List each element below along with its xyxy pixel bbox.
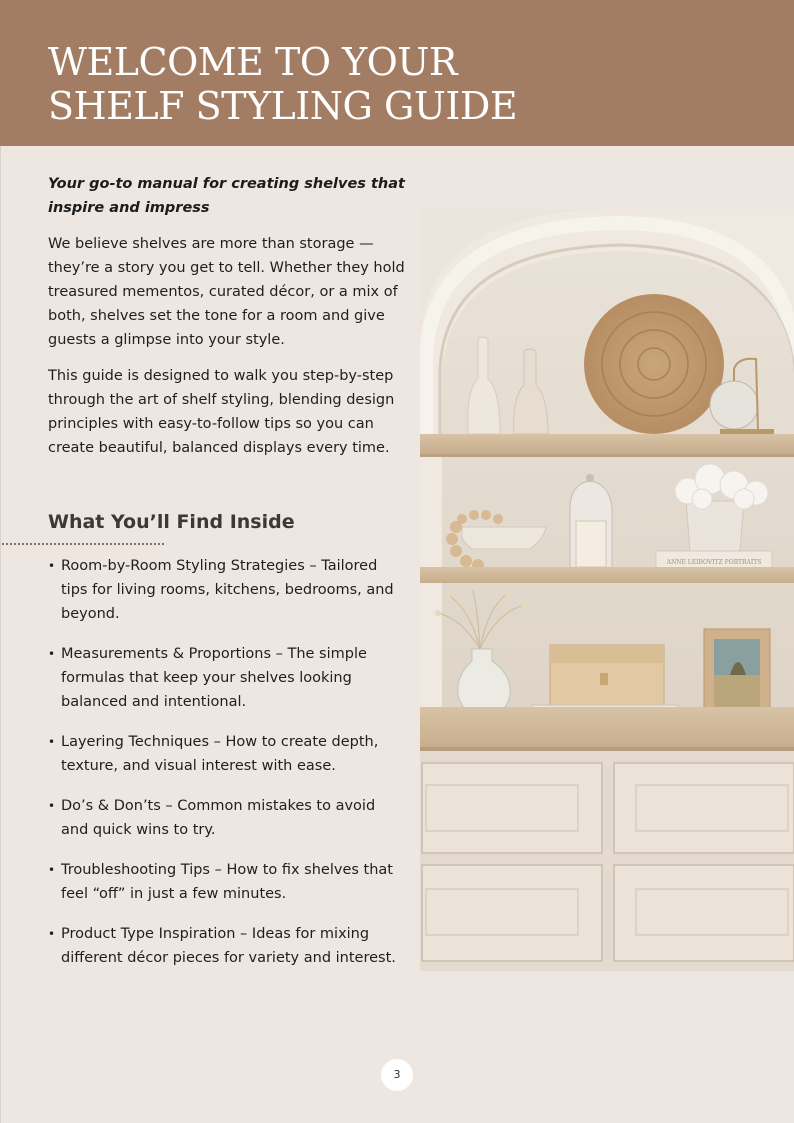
bullet-icon: • [48,799,56,813]
bullet-icon: • [48,647,56,661]
dotted-divider [2,543,164,545]
list-item [48,730,398,778]
list-item-text: Measurements & Proportions – The simple formulas that keep your shelves looking balanced and intentional. [61,646,367,710]
bullet-icon: • [48,927,56,941]
bullet-icon: • [48,863,56,877]
header-banner [0,0,794,146]
list-item-text: Layering Techniques – How to create depth, texture, and visual interest with ease. [61,734,379,774]
page-edge [0,146,1,1123]
list-item-text: Product Type Inspiration – Ideas for mixing different décor pieces for variety and interest. [61,926,396,966]
title-line-1: WELCOME TO YOUR [48,40,457,84]
list-item [48,922,398,970]
section-title: What You’ll Find Inside [48,511,295,533]
intro-paragraph-1: We believe shelves are more than storage — they’re a story you get to tell. Whether they hold treasured mementos, curated décor, or a mix of both, shelves set the tone for a room and give guests a glimpse into your style. [48,236,405,348]
list-item [48,642,398,714]
shelf-photo [420,209,794,971]
list-item-text: Room-by-Room Styling Strategies – Tailored tips for living rooms, kitchens, bedrooms, and beyond. [61,558,394,622]
intro-subtitle: Your go-to manual for creating shelves that inspire and impress [48,176,405,216]
bullet-icon: • [48,559,56,573]
book-title-top: ANNE LEIBOVITZ PORTRAITS [666,559,762,566]
list-item-text: Troubleshooting Tips – How to fix shelves that feel “off” in just a few minutes. [61,862,393,902]
list-item [48,794,398,842]
feature-list [48,554,398,986]
title-line-2: SHELF STYLING GUIDE [48,84,518,128]
page-title [48,40,748,128]
intro-paragraph-2: This guide is designed to walk you step-by-step through the art of shelf styling, blending design principles with easy-to-follow tips so you can create beautiful, balanced displays every time. [48,368,395,456]
list-item [48,858,398,906]
list-item [48,554,398,626]
bullet-icon: • [48,735,56,749]
list-item-text: Do’s & Don’ts – Common mistakes to avoid and quick wins to try. [61,798,376,838]
page-number: 3 [381,1059,413,1091]
